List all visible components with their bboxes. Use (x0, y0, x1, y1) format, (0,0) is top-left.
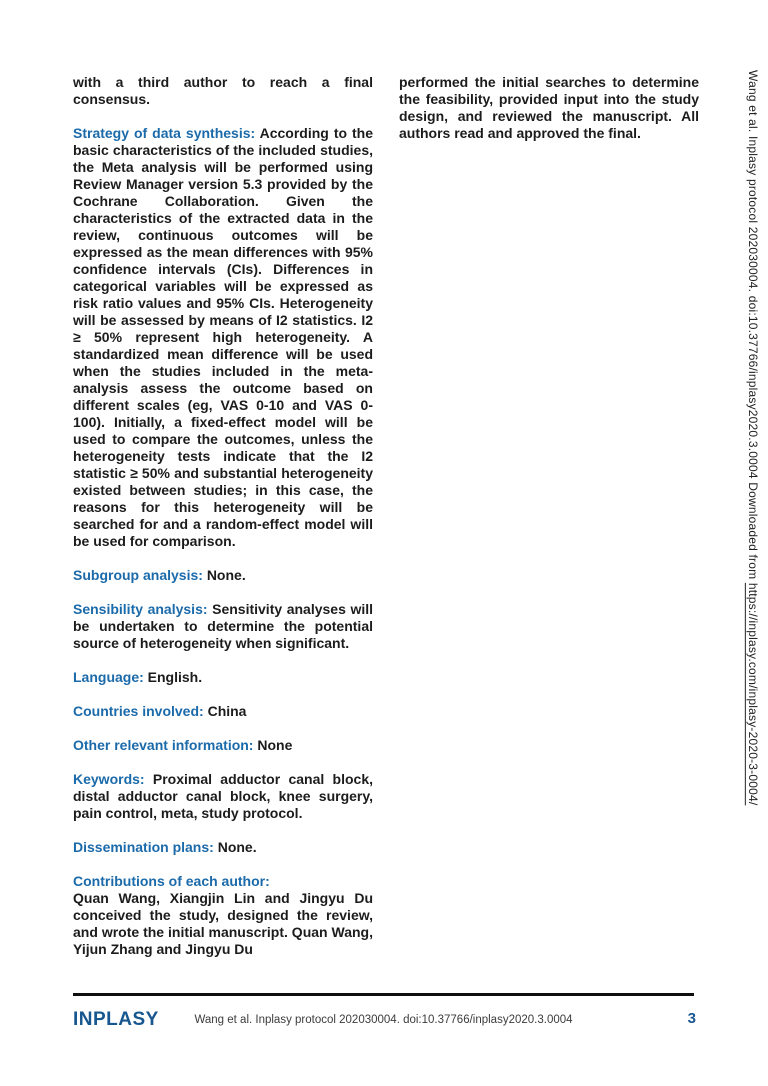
section-paragraph (73, 74, 373, 108)
section-paragraph (73, 771, 373, 822)
section-text: Quan Wang, Xiangjin Lin and Jingyu Du conceived the study, designed the review, and wrote the initial manuscript. Quan Wang, Yijun Zhang and Jingyu Du (73, 890, 373, 957)
section-paragraph (73, 125, 373, 550)
section-text: None. (206, 567, 246, 583)
section-label: Strategy of data synthesis: (73, 125, 256, 141)
section-paragraph (73, 873, 373, 958)
section-text: According to the basic characteristics of the included studies, the Meta analysis will be performed using Review Manager version 5.3 provided by the Cochrane Collaboration. Given the characteristics of the extracted data in the review, continuous outcomes will be expressed as the mean differences with 95% confidence intervals (CIs). Differences in categorical variables will be expressed as risk ratio values and 95% CIs. Heterogeneity will be assessed by means of I2 statistics. I2 ≥ 50% represent high heterogeneity. A standardized mean difference will be used when the studies included in the meta-analysis assess the outcome based on different scales (eg, VAS 0-10 and VAS 0-100). Initially, a fixed-effect model will be used to compare the outcomes, unless the heterogeneity tests indicate that the I2 statistic ≥ 50% and substantial heterogeneity existed between studies; in this case, the reasons for this heterogeneity will be searched for and a random-effect model will be used for comparison. (73, 125, 373, 549)
margin-citation-link[interactable]: https://inplasy.com/inplasy-2020-3-0004/ (746, 582, 760, 806)
section-label: Keywords: (73, 771, 145, 787)
section-paragraph (73, 839, 373, 856)
section-text: English. (147, 669, 203, 685)
section-label: Countries involved: (73, 703, 204, 719)
margin-citation (746, 70, 760, 805)
section-text: None (257, 737, 293, 753)
section-paragraph (73, 567, 373, 584)
section-label: Dissemination plans: (73, 839, 214, 855)
section-paragraph (73, 601, 373, 652)
section-label: Other relevant information: (73, 737, 254, 753)
page-number: 3 (687, 1010, 696, 1027)
section-text: China (207, 703, 247, 719)
left-column (73, 74, 373, 958)
section-text: performed the initial searches to determine the feasibility, provided input into the study design, and reviewed the manuscript. All authors read and approved the final. (399, 74, 699, 141)
section-label: Contributions of each author: (73, 873, 270, 889)
section-paragraph (73, 669, 373, 686)
section-label: Subgroup analysis: (73, 567, 203, 583)
footer-citation: Wang et al. Inplasy protocol 202030004. doi:10.37766/inplasy2020.3.0004 (194, 1014, 573, 1026)
margin-citation-text: Wang et al. Inplasy protocol 202030004. doi:10.37766/inplasy2020.3.0004 Downloaded from (746, 70, 760, 583)
footer-logo: INPLASY (73, 1009, 159, 1030)
section-text: Sensitivity analyses will be undertaken to determine the potential source of heterogeneity when significant. (73, 601, 373, 651)
footer-rule (73, 993, 694, 996)
section-text: None. (217, 839, 257, 855)
section-label: Sensibility analysis: (73, 601, 208, 617)
section-label: Language: (73, 669, 144, 685)
section-text: with a third author to reach a final consensus. (73, 74, 373, 107)
section-text: Proximal adductor canal block, distal adductor canal block, knee surgery, pain control, meta, study protocol. (73, 771, 374, 821)
right-column (399, 74, 699, 142)
section-paragraph (73, 703, 373, 720)
section-paragraph (399, 74, 699, 142)
section-paragraph (73, 737, 373, 754)
